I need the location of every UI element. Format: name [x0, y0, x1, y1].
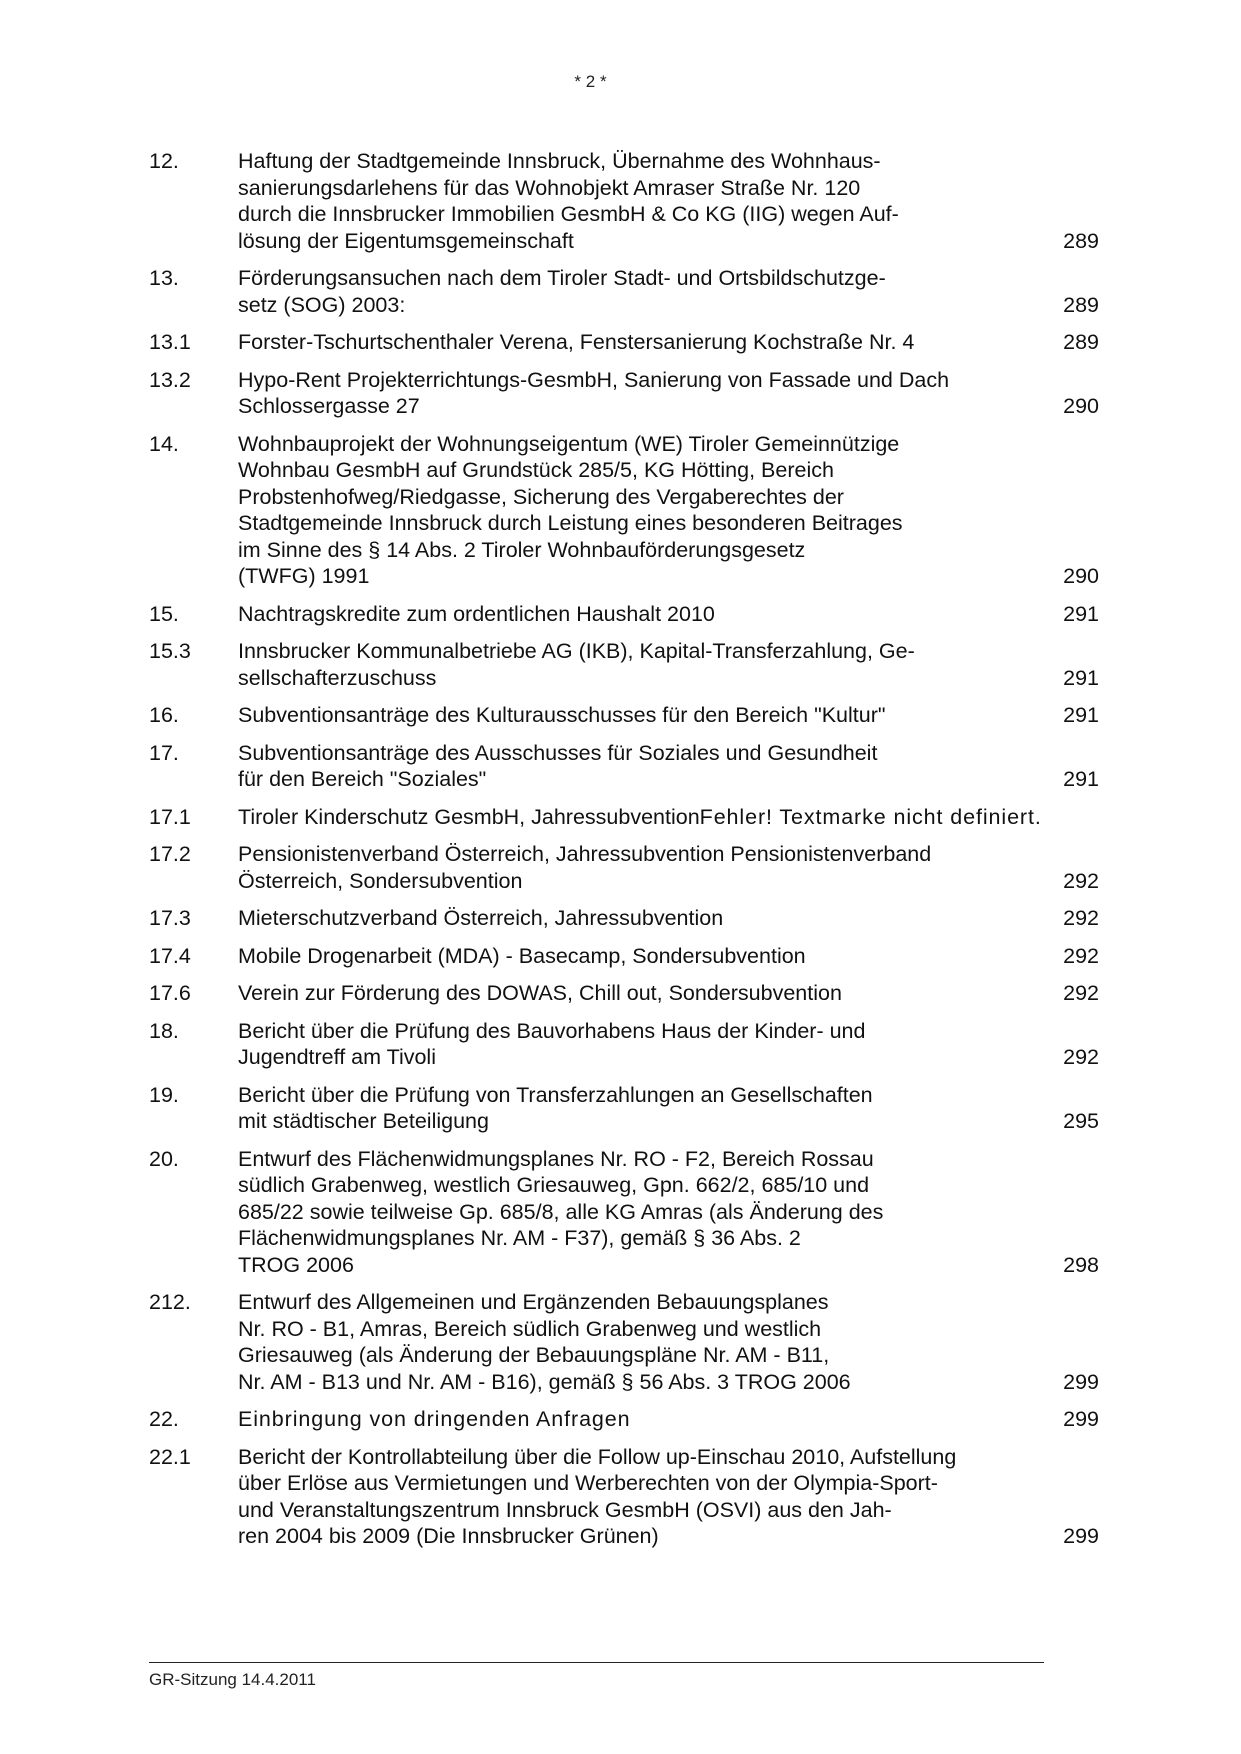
toc-entry	[149, 841, 1099, 894]
entry-title: Innsbrucker Kommunalbetriebe AG (IKB), Kapital-Transferzahlung, Ge- sellschafterzuschuss	[238, 639, 915, 690]
toc-entry	[149, 804, 1099, 831]
entry-title: Förderungsansuchen nach dem Tiroler Stadt- und Ortsbildschutzge- setz (SOG) 2003:	[238, 266, 886, 317]
entry-number: 15.	[149, 601, 179, 626]
entry-page: 291	[1063, 601, 1099, 626]
entry-page: 292	[1063, 906, 1099, 930]
entry-number: 16.	[149, 703, 179, 727]
entry-title: Verein zur Förderung des DOWAS, Chill out, Sondersubvention	[238, 981, 842, 1005]
entry-page: 295	[1063, 1109, 1099, 1133]
footer-divider	[149, 1662, 1044, 1663]
entry-number: 17.	[149, 740, 179, 765]
entry-number: 13.	[149, 266, 179, 290]
entry-number: 17.3	[149, 906, 191, 930]
entry-title: Hypo-Rent Projekterrichtungs-GesmbH, Sanierung von Fassade und Dach Schlossergasse 27	[238, 367, 950, 418]
entry-title: Mieterschutzverband Österreich, Jahressubvention	[238, 906, 724, 930]
page-number-header: * 2 *	[574, 72, 607, 91]
toc-entry	[149, 702, 1099, 729]
entry-title: Wohnbauprojekt der Wohnungseigentum (WE) Tiroler Gemeinnützige Wohnbau GesmbH auf Grundstück 285/5, KG Hötting, Bereich Probstenhofweg/Riedgasse, Sicherung des Vergaberechtes der Stadtgemeinde Innsbruck durch Leistung eines besonderen Beitrages im Sinne des § 14 Abs. 2 Tiroler Wohnbauförderungsgesetz (TWFG) 1991	[238, 431, 903, 588]
toc-entry	[149, 980, 1099, 1007]
entry-title-text: Tiroler Kinderschutz GesmbH, Jahressubvention	[238, 804, 700, 829]
entry-number: 17.2	[149, 842, 191, 866]
toc-entry	[149, 1146, 1099, 1279]
toc-entry	[149, 329, 1099, 356]
entry-page: 290	[1063, 564, 1099, 588]
entry-number: 17.1	[149, 804, 191, 829]
entry-title: Entwurf des Allgemeinen und Ergänzenden Bebauungsplanes Nr. RO - B1, Amras, Bereich südlich Grabenweg und westlich Griesauweg (als Änderung der Bebauungspläne Nr. AM - B11, Nr. AM - B13 und Nr. AM - B16), gemäß § 56 Abs. 3 TROG 2006	[238, 1290, 851, 1394]
entry-page: 298	[1063, 1252, 1099, 1277]
entry-page: 290	[1063, 394, 1099, 418]
toc-entry	[149, 638, 1099, 691]
entry-number: 17.4	[149, 943, 191, 968]
entry-number: 19.	[149, 1082, 179, 1107]
entry-number: 18.	[149, 1018, 179, 1043]
table-of-contents	[149, 148, 1099, 1561]
entry-title: Forster-Tschurtschenthaler Verena, Fenstersanierung Kochstraße Nr. 4	[238, 330, 915, 354]
entry-page: 291	[1063, 703, 1099, 727]
toc-entry	[149, 943, 1099, 970]
entry-title: Haftung der Stadtgemeinde Innsbruck, Übernahme des Wohnhaus- sanierungsdarlehens für das Wohnobjekt Amraser Straße Nr. 120 durch die Innsbrucker Immobilien GesmbH & Co KG (IIG) wegen Auf- lösung der Eigentumsgemeinschaft	[238, 149, 899, 253]
entry-number: 14.	[149, 431, 179, 456]
entry-page: 289	[1063, 228, 1099, 253]
entry-page: 299	[1063, 1369, 1099, 1394]
entry-page: 289	[1063, 292, 1099, 317]
entry-number: 22.1	[149, 1444, 191, 1469]
entry-title: Entwurf des Flächenwidmungsplanes Nr. RO - F2, Bereich Rossau südlich Grabenweg, westlich Griesauweg, Gpn. 662/2, 685/10 und 685/22 sowie teilweise Gp. 685/8, alle KG Amras (als Änderung des Flächenwidmungsplanes Nr. AM - F37), gemäß § 36 Abs. 2 TROG 2006	[238, 1146, 884, 1277]
toc-entry	[149, 265, 1099, 318]
toc-entry	[149, 1406, 1099, 1433]
toc-entry	[149, 148, 1099, 254]
entry-page: 292	[1063, 943, 1099, 968]
entry-number: 13.1	[149, 330, 191, 354]
toc-entry	[149, 905, 1099, 932]
toc-entry	[149, 1082, 1099, 1135]
entry-page: 299	[1063, 1407, 1099, 1431]
entry-title: Bericht über die Prüfung von Transferzahlungen an Gesellschaften mit städtischer Beteiligung	[238, 1082, 873, 1133]
entry-number: 15.3	[149, 639, 191, 663]
entry-number: 212.	[149, 1290, 191, 1314]
entry-page: 292	[1063, 868, 1099, 893]
entry-title	[238, 804, 1099, 831]
entry-title: Mobile Drogenarbeit (MDA) - Basecamp, Sondersubvention	[238, 943, 806, 968]
entry-page: 291	[1063, 767, 1099, 791]
toc-entry	[149, 1018, 1099, 1071]
entry-number: 12.	[149, 149, 179, 173]
toc-entry	[149, 1289, 1099, 1395]
entry-title: Pensionistenverband Österreich, Jahressubvention Pensionistenverband Österreich, Sondersubvention	[238, 842, 932, 893]
entry-title: Subventionsanträge des Kulturausschusses für den Bereich "Kultur"	[238, 703, 886, 727]
entry-page: 291	[1063, 665, 1099, 690]
entry-page: 292	[1063, 1045, 1099, 1069]
entry-title: Nachtragskredite zum ordentlichen Haushalt 2010	[238, 601, 715, 626]
entry-title: Einbringung von dringenden Anfragen	[238, 1407, 631, 1431]
toc-entry	[149, 601, 1099, 628]
toc-entry	[149, 367, 1099, 420]
entry-number: 13.2	[149, 367, 191, 392]
entry-number: 20.	[149, 1146, 179, 1171]
footer-meeting-date: GR-Sitzung 14.4.2011	[149, 1670, 316, 1689]
entry-page: 292	[1063, 981, 1099, 1005]
entry-title: Subventionsanträge des Ausschusses für Soziales und Gesundheit für den Bereich "Soziales"	[238, 740, 878, 791]
toc-entry	[149, 1444, 1099, 1550]
entry-page: 299	[1063, 1524, 1099, 1548]
entry-title: Bericht über die Prüfung des Bauvorhabens Haus der Kinder- und Jugendtreff am Tivoli	[238, 1018, 866, 1069]
bookmark-error-text: Fehler! Textmarke nicht definiert.	[699, 804, 1042, 829]
entry-number: 22.	[149, 1407, 179, 1431]
entry-page: 289	[1063, 330, 1099, 354]
toc-entry	[149, 431, 1099, 590]
entry-number: 17.6	[149, 981, 191, 1005]
toc-entry	[149, 740, 1099, 793]
entry-title: Bericht der Kontrollabteilung über die Follow up-Einschau 2010, Aufstellung über Erlöse aus Vermietungen und Werberechten von der Olympia-Sport- und Veranstaltungszentrum Innsbruck GesmbH (OSVI) aus den Jah- ren 2004 bis 2009 (Die Innsbrucker Grünen)	[238, 1444, 957, 1548]
